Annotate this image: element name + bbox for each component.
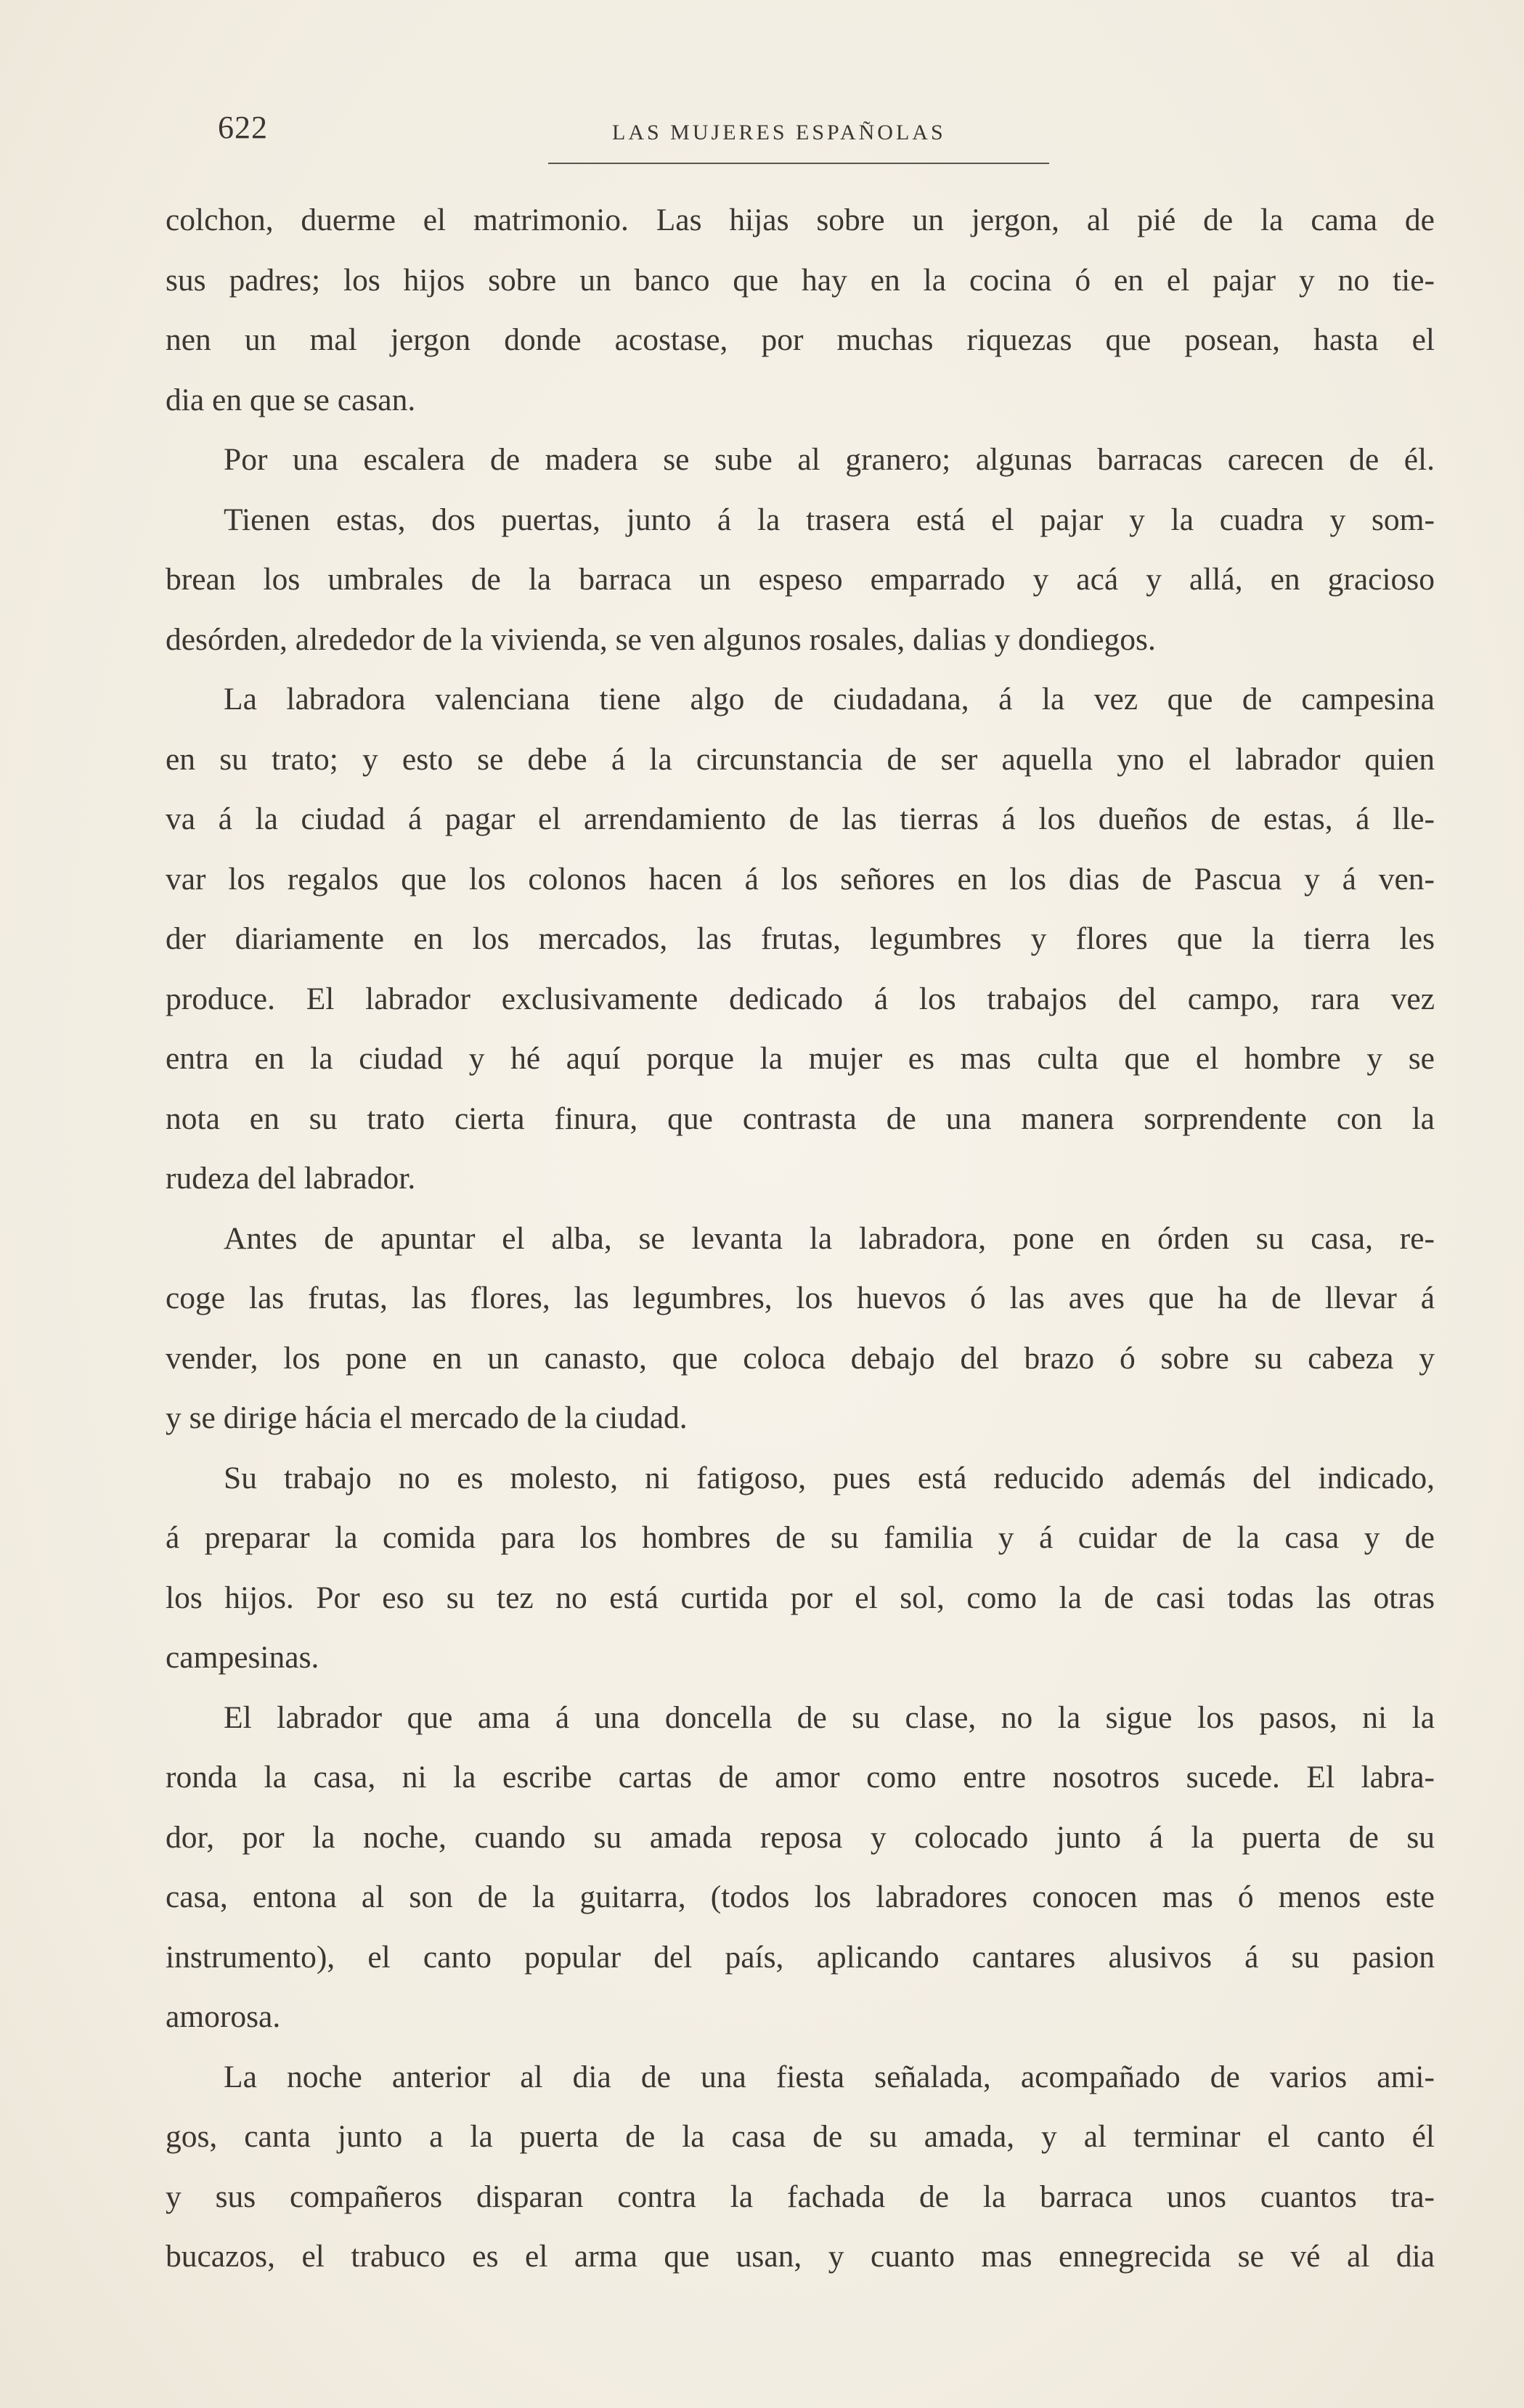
paragraph-2 (166, 430, 1435, 490)
text-line: desórden, alrededor de la vivienda, se ven algunos rosales, dalias y dondiegos. (166, 621, 1156, 657)
text-line: campesinas. (166, 1640, 319, 1675)
text-line: Su trabajo no es molesto, ni fatigoso, pues está reducido además del indicado, (224, 1460, 1435, 1495)
text-line: á preparar la comida para los hombres de su familia y á cuidar de la casa y de (166, 1520, 1435, 1555)
text-line: va á la ciudad á pagar el arrendamiento de las tierras á los dueños de estas, á lle- (166, 801, 1435, 836)
text-line: colchon, duerme el matrimonio. Las hijas sobre un jergon, al pié de la cama de (166, 203, 1435, 237)
text-line: rudeza del labrador. (166, 1161, 416, 1196)
text-line: dor, por la noche, cuando su amada reposa y colocado junto á la puerta de su (166, 1819, 1435, 1855)
text-line: La labradora valenciana tiene algo de ciudadana, á la vez que de campesina (224, 682, 1435, 717)
text-line: los hijos. Por eso su tez no está curtida por el sol, como la de casi todas las otras (166, 1580, 1435, 1615)
text-line: produce. El labrador exclusivamente dedicado á los trabajos del campo, rara vez (166, 981, 1435, 1016)
text-line: Tienen estas, dos puertas, junto á la trasera está el pajar y la cuadra y som- (224, 502, 1435, 537)
text-line: nen un mal jergon donde acostase, por muchas riquezas que posean, hasta el (166, 322, 1435, 357)
text-line: en su trato; y esto se debe á la circunstancia de ser aquella yno el labrador quien (166, 741, 1435, 777)
text-line: coge las frutas, las flores, las legumbres, los huevos ó las aves que ha de llevar á (166, 1281, 1435, 1315)
text-line: instrumento), el canto popular del país, aplicando cantares alusivos á su pasion (166, 1939, 1435, 1975)
text-line: nota en su trato cierta finura, que contrasta de una manera sorprendente con la (166, 1101, 1435, 1136)
paragraph-5 (166, 1209, 1435, 1448)
text-line: El labrador que ama á una doncella de su clase, no la sigue los pasos, ni la (224, 1699, 1435, 1735)
page-header (166, 109, 1435, 167)
paragraph-3 (166, 490, 1435, 670)
text-line: bucazos, el trabuco es el arma que usan, y cuanto mas ennegrecida se vé al dia (166, 2239, 1435, 2274)
text-line: Antes de apuntar el alba, se levanta la labradora, pone en órden su casa, re- (224, 1220, 1435, 1256)
page-number: 622 (218, 110, 268, 145)
text-line: dia en que se casan. (166, 382, 416, 417)
text-line: vender, los pone en un canasto, que coloca debajo del brazo ó sobre su cabeza y (166, 1340, 1435, 1376)
text-line: sus padres; los hijos sobre un banco que hay en la cocina ó en el pajar y no tie- (166, 262, 1435, 298)
paragraph-6 (166, 1448, 1435, 1688)
paragraph-4 (166, 669, 1435, 1209)
text-line: var los regalos que los colonos hacen á los señores en los dias de Pascua y á ven- (166, 861, 1435, 897)
text-line: ronda la casa, ni la escribe cartas de amor como entre nosotros sucede. El labra- (166, 1760, 1435, 1795)
header-rule (548, 163, 1049, 164)
text-line: brean los umbrales de la barraca un espeso emparrado y acá y allá, en gracioso (166, 562, 1435, 597)
paragraph-1 (166, 190, 1435, 430)
paragraph-8 (166, 2047, 1435, 2287)
text-line: gos, canta junto a la puerta de la casa de su amada, y al terminar el canto él (166, 2119, 1435, 2154)
text-line: Por una escalera de madera se sube al granero; algunas barracas carecen de él. (224, 442, 1435, 477)
text-line: amorosa. (166, 1999, 281, 2034)
running-title: LAS MUJERES ESPAÑOLAS (612, 121, 946, 144)
paragraph-7 (166, 1688, 1435, 2047)
text-line: entra en la ciudad y hé aquí porque la mujer es mas culta que el hombre y se (166, 1041, 1435, 1076)
text-line: La noche anterior al dia de una fiesta señalada, acompañado de varios ami- (224, 2059, 1435, 2094)
text-line: der diariamente en los mercados, las frutas, legumbres y flores que la tierra les (166, 921, 1435, 956)
text-line: y sus compañeros disparan contra la fachada de la barraca unos cuantos tra- (166, 2179, 1435, 2214)
text-line: casa, entona al son de la guitarra, (todos los labradores conocen mas ó menos este (166, 1880, 1435, 1914)
text-line: y se dirige hácia el mercado de la ciudad. (166, 1400, 688, 1435)
body-text (166, 190, 1435, 2287)
